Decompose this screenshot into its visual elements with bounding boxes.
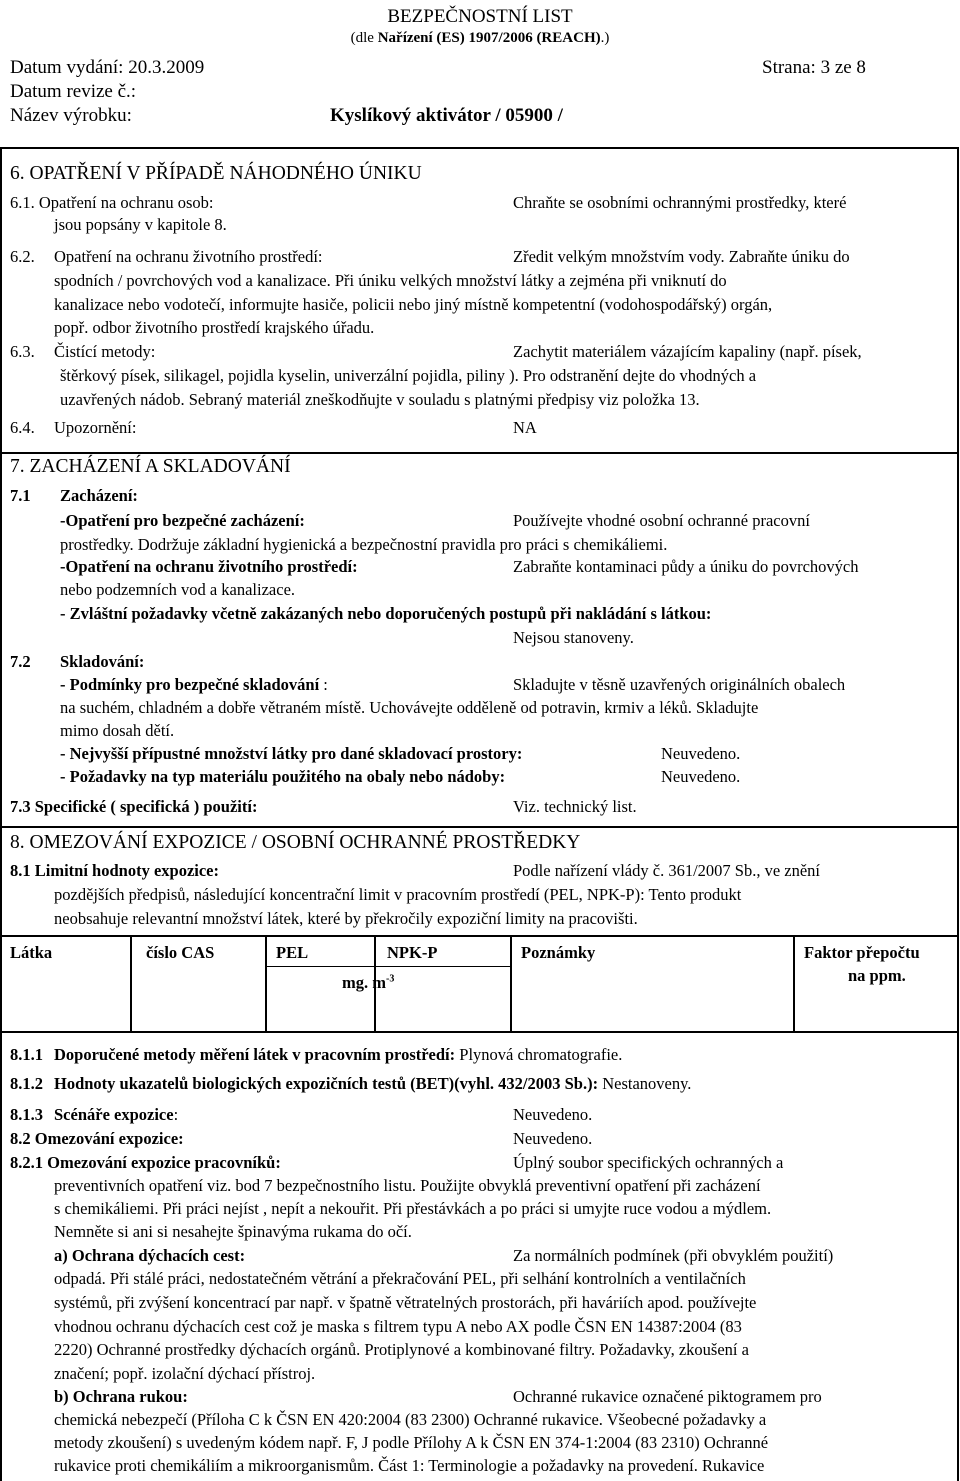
table-col-divider	[793, 935, 795, 1033]
respiratory-label: a) Ochrana dýchacích cest:	[54, 1246, 246, 1265]
table-top-border	[0, 935, 959, 937]
s821-line3: s chemikáliemi. Při práci nejíst , nepít a nekouřit. Při přestávkách a po práci si umyjte ruce vodou a mýdlem.	[54, 1199, 772, 1218]
s821-line4: Nemněte si ani si nesahejte špinavýma rukama do očí.	[54, 1222, 412, 1241]
s82-label: 8.2 Omezování expozice:	[10, 1129, 184, 1148]
env-protection-line2: nebo podzemních vod a kanalizace.	[60, 580, 296, 599]
special-requirements-value: Nejsou stanoveny.	[513, 628, 634, 647]
s821-line2: preventivních opatření viz. bod 7 bezpečnostního listu. Použijte obvyklá preventivní opatření při zacházení	[54, 1176, 761, 1195]
s813-label: Scénáře expozice:	[54, 1105, 179, 1124]
s71-label: Zacházení:	[60, 486, 138, 505]
s81-line3: neobsahuje relevantní množství látek, které by překročily expoziční limity na pracovišti.	[54, 909, 638, 928]
env-protection-label: -Opatření na ochranu životního prostředí:	[60, 557, 358, 576]
s71-num: 7.1	[10, 486, 31, 505]
table-bottom-border	[0, 1031, 959, 1033]
s61-value: Chraňte se osobními ochrannými prostředky, které	[513, 193, 847, 212]
s63-line2: štěrkový písek, silikagel, pojidla kyselin, univerzální pojidla, piliny ). Pro odstranění dejte do vhodných a	[60, 366, 757, 385]
storage-conditions-value: Skladujte v těsně uzavřených originálních obalech	[513, 675, 846, 694]
th-substance: Látka	[10, 943, 53, 962]
s61-label: 6.1. Opatření na ochranu osob:	[10, 193, 214, 212]
s64-label: Upozornění:	[54, 418, 137, 437]
s821-value: Úplný soubor specifických ochranných a	[513, 1153, 784, 1172]
respiratory-line3: systémů, při zvýšení koncentrací par např. v špatně větratelných prostorách, při haváriích apod. používejte	[54, 1293, 757, 1312]
section6-title: 6. OPATŘENÍ V PŘÍPADĚ NÁHODNÉHO ÚNIKU	[10, 163, 422, 184]
s64-value: NA	[513, 418, 537, 437]
hand-protection-line4: rukavice proti chemikáliím a mikroorganismům. Část 1: Terminologie a požadavky na provedení. Rukavice	[54, 1456, 765, 1475]
s81-value: Podle nařízení vlády č. 361/2007 Sb., ve znění	[513, 861, 821, 880]
s81-label: 8.1 Limitní hodnoty expozice:	[10, 861, 219, 880]
respiratory-value: Za normálních podmínek (při obvyklém použití)	[513, 1246, 834, 1265]
safe-handling-line2: prostředky. Dodržuje základní hygienická a bezpečnostní pravidla pro práci s chemikáliemi.	[60, 535, 668, 554]
th-pel: PEL	[276, 943, 309, 962]
table-col-divider	[130, 935, 132, 1033]
s82-value: Neuvedeno.	[513, 1129, 593, 1148]
page-number: Strana: 3 ze 8	[762, 57, 866, 78]
product-label: Název výrobku:	[10, 105, 132, 126]
max-quantity-label: - Nejvyšší přípustné množství látky pro dané skladovací prostory:	[60, 744, 523, 763]
th-notes: Poznámky	[521, 943, 596, 962]
s81-line2: pozdějších předpisů, následující koncentrační limit v pracovním prostředí (PEL, NPK-P): Tento produkt	[54, 885, 742, 904]
s811-line: Doporučené metody měření látek v pracovním prostředí: Plynová chromatografie.	[54, 1045, 623, 1064]
s62-line2: spodních / povrchových vod a kanalizace. Při úniku velkých množství látky a zejména při vniknutí do	[54, 271, 727, 290]
s63-value: Zachytit materiálem vázajícím kapaliny (např. písek,	[513, 342, 862, 361]
s813-value: Neuvedeno.	[513, 1105, 593, 1124]
s73-value: Viz. technický list.	[513, 797, 637, 816]
s61-line2: jsou popsány v kapitole 8.	[54, 215, 227, 234]
header-divider	[0, 147, 959, 149]
s813-num: 8.1.3	[10, 1105, 43, 1124]
s64-num: 6.4.	[10, 418, 35, 437]
right-border	[957, 148, 959, 1481]
packaging-label: - Požadavky na typ materiálu použitého na obaly nebo nádoby:	[60, 767, 506, 786]
section7-divider	[0, 452, 959, 454]
s62-value: Zředit velkým množstvím vody. Zabraňte úniku do	[513, 247, 850, 266]
left-border	[0, 148, 2, 1481]
hand-protection-line3: metody zkoušení) s uvedeným kódem např. F, J podle Přílohy A k ČSN EN 374-1:2004 (83 2310) Ochranné	[54, 1433, 769, 1452]
s72-label: Skladování:	[60, 652, 145, 671]
s62-line4: popř. odbor životního prostředí krajského úřadu.	[54, 318, 375, 337]
th-cas: číslo CAS	[146, 943, 215, 962]
s812-line: Hodnoty ukazatelů biologických expozičních testů (BET)(vyhl. 432/2003 Sb.): Nestanoveny.	[54, 1074, 692, 1093]
s63-label: Čistící metody:	[54, 342, 156, 361]
hand-protection-line2: chemická nebezpečí (Příloha C k ČSN EN 420:2004 (83 2300) Ochranné rukavice. Všeobecné požadavky a	[54, 1410, 767, 1429]
th-npk: NPK-P	[387, 943, 438, 962]
max-quantity-value: Neuvedeno.	[661, 744, 741, 763]
th-unit: mg. $m^{-3}$	[342, 973, 395, 992]
th-factor: Faktor přepočtu	[804, 943, 920, 962]
product-name: Kyslíkový aktivátor / 05900 /	[330, 105, 563, 126]
respiratory-line5: 2220) Ochranné prostředky dýchacích orgánů. Protiplynové a kombinované filtry. Požadavky, zkoušení a	[54, 1340, 749, 1359]
table-col-divider	[265, 935, 267, 1033]
issue-date: Datum vydání: 20.3.2009	[10, 57, 205, 78]
hand-protection-label: b) Ochrana rukou:	[54, 1387, 188, 1406]
respiratory-line6: značení; popř. izolační dýchací přístroj.	[54, 1364, 316, 1383]
document-title: BEZPEČNOSTNÍ LIST	[387, 6, 573, 27]
storage-conditions-label: - Podmínky pro bezpečné skladování :	[60, 675, 328, 694]
s821-label: 8.2.1 Omezování expozice pracovníků:	[10, 1153, 281, 1172]
s62-num: 6.2.	[10, 247, 35, 266]
respiratory-line2: odpadá. Při stálé práci, nedostatečném větrání a překračování PEL, při selhání kontrolních a ventilačních	[54, 1269, 746, 1288]
section8-title: 8. OMEZOVÁNÍ EXPOZICE / OSOBNÍ OCHRANNÉ PROSTŘEDKY	[10, 832, 581, 853]
respiratory-line4: vhodnou ochranu dýchacích cest což je maska s filtrem typu A nebo AX podle ČSN EN 14387:2004 (83	[54, 1317, 742, 1336]
s72-num: 7.2	[10, 652, 31, 671]
table-col-divider	[510, 935, 512, 1033]
s62-label: Opatření na ochranu životního prostředí:	[54, 247, 323, 266]
s811-num: 8.1.1	[10, 1045, 43, 1064]
hand-protection-value: Ochranné rukavice označené piktogramem pro	[513, 1387, 822, 1406]
s73-label: 7.3 Specifické ( specifická ) použití:	[10, 797, 258, 816]
special-requirements-label: - Zvláštní požadavky včetně zakázaných nebo doporučených postupů při nakládání s látkou:	[60, 604, 712, 623]
table-unit-divider	[266, 966, 510, 967]
safe-handling-label: -Opatření pro bezpečné zacházení:	[60, 511, 305, 530]
safe-handling-value: Používejte vhodné osobní ochranné pracovní	[513, 511, 810, 530]
storage-conditions-line2: na suchém, chladném a dobře větraném místě. Uchovávejte odděleně od potravin, krmiv a léků. Skladujte	[60, 698, 759, 717]
th-factor-line2: na ppm.	[848, 966, 906, 985]
env-protection-value: Zabraňte kontaminaci půdy a úniku do povrchových	[513, 557, 859, 576]
packaging-value: Neuvedeno.	[661, 767, 741, 786]
s63-num: 6.3.	[10, 342, 35, 361]
s812-num: 8.1.2	[10, 1074, 43, 1093]
storage-conditions-line3: mimo dosah dětí.	[60, 721, 175, 740]
revision-label: Datum revize č.:	[10, 81, 137, 102]
section7-title: 7. ZACHÁZENÍ A SKLADOVÁNÍ	[10, 456, 291, 477]
s63-line3: uzavřených nádob. Sebraný materiál zneškodňujte v souladu s platnými předpisy viz položka 13.	[60, 390, 700, 409]
section8-divider	[0, 826, 959, 828]
s62-line3: kanalizace nebo vodotečí, informujte hasiče, policii nebo jiný místně kompetentní (vodohospodářský) orgán,	[54, 295, 773, 314]
regulation-reference: (dle Nařízení (ES) 1907/2006 (REACH).)	[350, 30, 610, 46]
